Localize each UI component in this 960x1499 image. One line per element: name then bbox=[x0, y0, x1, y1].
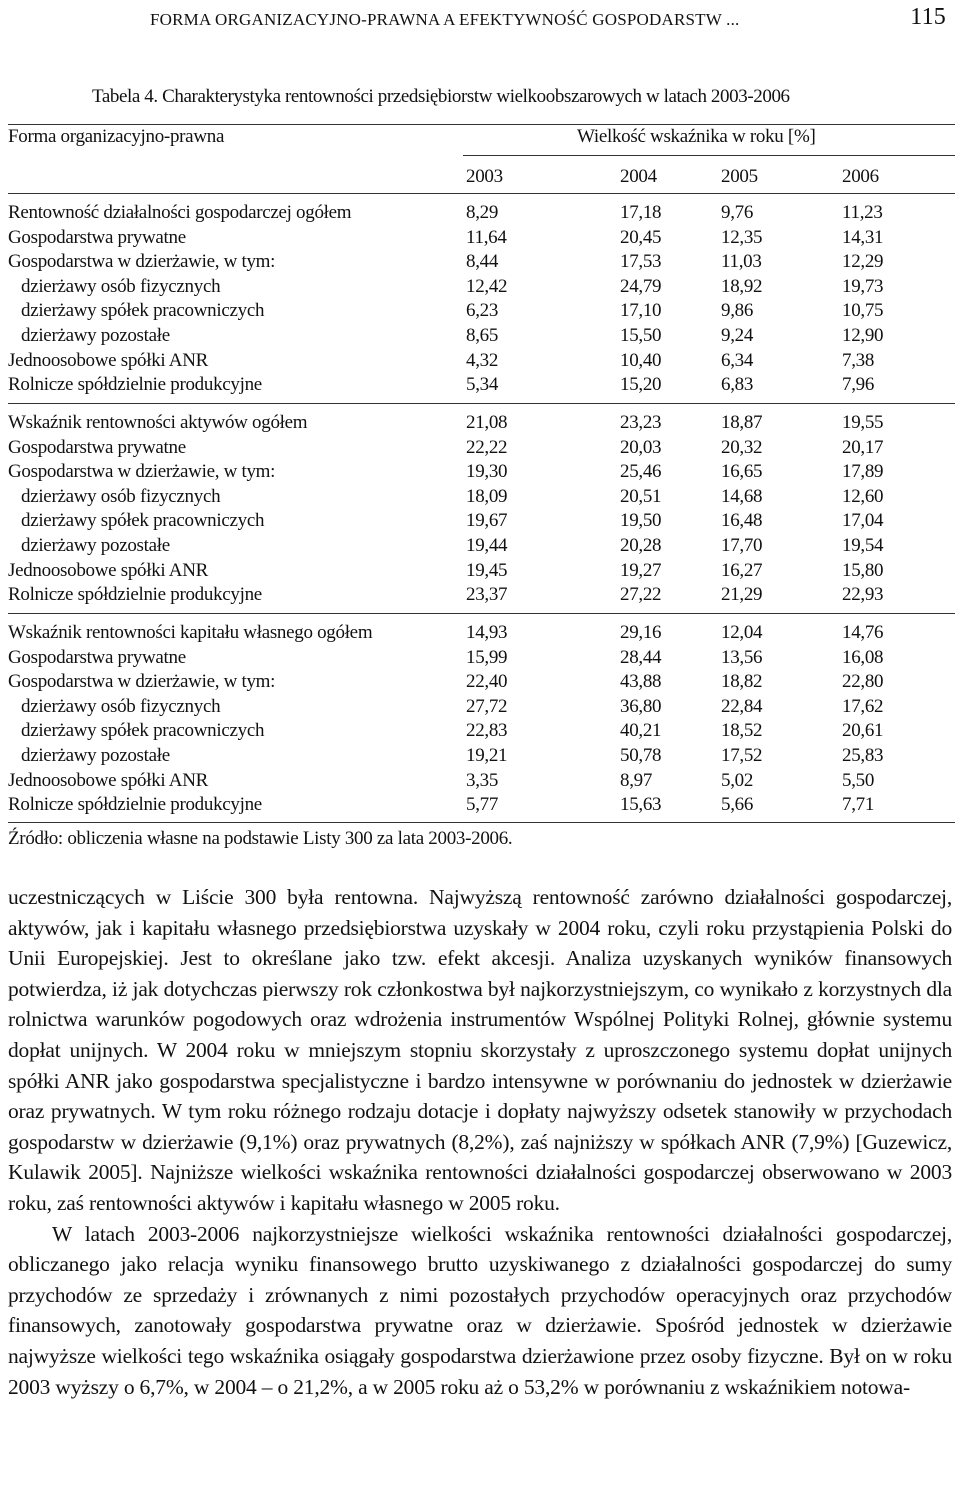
value-cell: 18,52 bbox=[721, 720, 763, 742]
value-cell: 19,44 bbox=[466, 534, 508, 556]
value-cell: 19,30 bbox=[466, 461, 508, 483]
value-cell: 22,84 bbox=[721, 695, 763, 717]
row-label: Jednoosobowe spółki ANR bbox=[8, 559, 208, 581]
value-cell: 22,22 bbox=[466, 436, 508, 458]
value-cell: 18,87 bbox=[721, 412, 763, 433]
table-section-dzialalnosc bbox=[8, 202, 955, 399]
value-cell: 15,63 bbox=[620, 794, 662, 816]
table-row bbox=[8, 412, 955, 437]
row-label: Jednoosobowe spółki ANR bbox=[8, 349, 208, 371]
value-cell: 50,78 bbox=[620, 744, 662, 766]
value-cell: 14,93 bbox=[466, 622, 508, 643]
row-label: dzierżawy osób fizycznych bbox=[21, 485, 221, 507]
value-cell: 12,42 bbox=[466, 275, 508, 297]
value-cell: 8,29 bbox=[466, 202, 499, 223]
value-cell: 18,82 bbox=[721, 671, 763, 693]
year-header: 2003 bbox=[466, 166, 503, 187]
table-row bbox=[8, 350, 955, 375]
table-row bbox=[8, 535, 955, 560]
value-cell: 19,45 bbox=[466, 559, 508, 581]
table-row bbox=[8, 251, 955, 276]
value-cell: 24,79 bbox=[620, 275, 662, 297]
value-cell: 7,96 bbox=[842, 374, 875, 396]
value-cell: 23,37 bbox=[466, 584, 508, 606]
row-label: Rolnicze spółdzielnie produkcyjne bbox=[8, 794, 262, 816]
value-cell: 12,90 bbox=[842, 324, 884, 346]
value-cell: 29,16 bbox=[620, 622, 662, 643]
row-label: dzierżawy osób fizycznych bbox=[21, 275, 221, 297]
value-cell: 17,53 bbox=[620, 251, 662, 273]
row-label: Gospodarstwa prywatne bbox=[8, 436, 186, 458]
value-cell: 25,46 bbox=[620, 461, 662, 483]
table-row bbox=[8, 794, 955, 819]
value-cell: 11,03 bbox=[721, 251, 762, 273]
row-label: Rolnicze spółdzielnie produkcyjne bbox=[8, 374, 262, 396]
row-label: Gospodarstwa prywatne bbox=[8, 226, 186, 248]
value-cell: 9,86 bbox=[721, 300, 754, 322]
value-cell: 16,08 bbox=[842, 646, 884, 668]
value-cell: 27,22 bbox=[620, 584, 662, 606]
row-header-label: Forma organizacyjno-prawna bbox=[8, 126, 225, 147]
table-row bbox=[8, 584, 955, 609]
value-cell: 6,83 bbox=[721, 374, 754, 396]
value-cell: 40,21 bbox=[620, 720, 662, 742]
value-cell: 25,83 bbox=[842, 744, 884, 766]
value-cell: 36,80 bbox=[620, 695, 662, 717]
section-divider bbox=[8, 403, 955, 404]
value-cell: 19,21 bbox=[466, 744, 508, 766]
row-label: Gospodarstwa w dzierżawie, w tym: bbox=[8, 461, 276, 483]
table-row bbox=[8, 671, 955, 696]
table-header-row bbox=[8, 124, 955, 154]
row-label: Gospodarstwa w dzierżawie, w tym: bbox=[8, 251, 276, 273]
row-label: Rolnicze spółdzielnie produkcyjne bbox=[8, 584, 262, 606]
value-cell: 13,56 bbox=[721, 646, 763, 668]
table-row bbox=[8, 770, 955, 795]
value-cell: 22,83 bbox=[466, 720, 508, 742]
unit-header-label: Wielkość wskaźnika w roku [%] bbox=[577, 126, 816, 147]
value-cell: 17,04 bbox=[842, 510, 884, 532]
value-cell: 9,24 bbox=[721, 324, 754, 346]
value-cell: 21,08 bbox=[466, 412, 508, 433]
table-source-note: Źródło: obliczenia własne na podstawie Listy 300 za lata 2003-2006. bbox=[8, 828, 513, 849]
body-paragraph: W latach 2003-2006 najkorzystniejsze wielkości wskaźnika rentowności działalności gospodarczej, obliczanego jako relacja wyniku finansowego brutto uzyskiwanego z działalności gospodarczej do sumy przychodów ze sprzedaży i zrównanych z nimi pozostałych przychodów operacyjnych oraz przychodów finansowych, zanotowały gospodarstwa prywatne oraz w dzierżawie. Spośród jednostek w dzierżawie najwyższe wielkości tego wskaźnika osiągały gospodarstwa dzierżawione przez osoby fizyczne. Był on w roku 2003 wyższy o 6,7%, w 2004 – o 21,2%, a w 2005 roku aż o 53,2% w porównaniu z wskaźnikiem notowa- bbox=[8, 1221, 952, 1399]
body-text bbox=[8, 882, 952, 1402]
value-cell: 14,31 bbox=[842, 226, 884, 248]
table-row bbox=[8, 202, 955, 227]
value-cell: 5,02 bbox=[721, 769, 754, 791]
header-sub-rule bbox=[463, 155, 955, 156]
row-label: dzierżawy spółek pracowniczych bbox=[21, 300, 265, 322]
value-cell: 20,51 bbox=[620, 485, 662, 507]
value-cell: 17,89 bbox=[842, 461, 884, 483]
value-cell: 19,54 bbox=[842, 534, 884, 556]
value-cell: 15,20 bbox=[620, 374, 662, 396]
value-cell: 5,50 bbox=[842, 769, 875, 791]
table-row bbox=[8, 720, 955, 745]
value-cell: 10,40 bbox=[620, 349, 662, 371]
value-cell: 17,10 bbox=[620, 300, 662, 322]
table-row bbox=[8, 325, 955, 350]
table-row bbox=[8, 696, 955, 721]
table-bottom-rule bbox=[8, 822, 955, 823]
value-cell: 8,65 bbox=[466, 324, 499, 346]
value-cell: 19,50 bbox=[620, 510, 662, 532]
table-row bbox=[8, 745, 955, 770]
value-cell: 8,44 bbox=[466, 251, 499, 273]
value-cell: 15,50 bbox=[620, 324, 662, 346]
value-cell: 21,29 bbox=[721, 584, 763, 606]
value-cell: 22,80 bbox=[842, 671, 884, 693]
table-row bbox=[8, 622, 955, 647]
value-cell: 10,75 bbox=[842, 300, 884, 322]
row-label: Jednoosobowe spółki ANR bbox=[8, 769, 208, 791]
value-cell: 17,62 bbox=[842, 695, 884, 717]
year-header: 2004 bbox=[620, 166, 657, 187]
value-cell: 12,29 bbox=[842, 251, 884, 273]
value-cell: 18,09 bbox=[466, 485, 508, 507]
page-number: 115 bbox=[910, 4, 946, 30]
value-cell: 12,04 bbox=[721, 622, 763, 643]
value-cell: 27,72 bbox=[466, 695, 508, 717]
value-cell: 7,71 bbox=[842, 794, 875, 816]
row-label: Wskaźnik rentowności kapitału własnego ogółem bbox=[8, 622, 373, 643]
row-label: Rentowność działalności gospodarczej ogółem bbox=[8, 202, 352, 223]
table-row bbox=[8, 227, 955, 252]
value-cell: 4,32 bbox=[466, 349, 499, 371]
value-cell: 12,35 bbox=[721, 226, 763, 248]
year-header: 2006 bbox=[842, 166, 879, 187]
value-cell: 8,97 bbox=[620, 769, 653, 791]
value-cell: 17,70 bbox=[721, 534, 763, 556]
row-label: dzierżawy osób fizycznych bbox=[21, 695, 221, 717]
header-bottom-rule bbox=[8, 193, 955, 194]
value-cell: 12,60 bbox=[842, 485, 884, 507]
value-cell: 11,23 bbox=[842, 202, 883, 223]
running-title: FORMA ORGANIZACYJNO-PRAWNA A EFEKTYWNOŚĆ GOSPODARSTW ... bbox=[150, 10, 740, 29]
row-label: dzierżawy pozostałe bbox=[21, 324, 170, 346]
value-cell: 7,38 bbox=[842, 349, 875, 371]
value-cell: 5,66 bbox=[721, 794, 754, 816]
value-cell: 20,61 bbox=[842, 720, 884, 742]
value-cell: 11,64 bbox=[466, 226, 507, 248]
table-row bbox=[8, 437, 955, 462]
table-section-kapital bbox=[8, 622, 955, 819]
value-cell: 6,23 bbox=[466, 300, 499, 322]
value-cell: 16,65 bbox=[721, 461, 763, 483]
table-row bbox=[8, 300, 955, 325]
value-cell: 22,93 bbox=[842, 584, 884, 606]
table-row bbox=[8, 276, 955, 301]
table-row bbox=[8, 647, 955, 672]
value-cell: 9,76 bbox=[721, 202, 754, 223]
table-row bbox=[8, 374, 955, 399]
row-label: dzierżawy spółek pracowniczych bbox=[21, 510, 265, 532]
value-cell: 19,27 bbox=[620, 559, 662, 581]
value-cell: 20,17 bbox=[842, 436, 884, 458]
value-cell: 19,67 bbox=[466, 510, 508, 532]
section-divider bbox=[8, 613, 955, 614]
value-cell: 17,18 bbox=[620, 202, 662, 223]
value-cell: 19,73 bbox=[842, 275, 884, 297]
value-cell: 6,34 bbox=[721, 349, 754, 371]
value-cell: 5,34 bbox=[466, 374, 499, 396]
body-paragraph: uczestniczących w Liście 300 była rentowna. Najwyższą rentowność zarówno działalności gospodarczej, aktywów, jak i kapitału własnego przedsiębiorstwa uzyskały w 2004 roku, czyli roku przystąpienia Polski do Unii Europejskiej. Jest to określane jako tzw. efekt akcesji. Analiza uzyskanych wyników finansowych potwierdza, iż jak dotychczas pierwszy rok członkostwa był najkorzystniejszym, co wynikało z korzystnych dla rolnictwa warunków pogodowych oraz wdrożenia instrumentów Wspólnej Polityki Rolnej, głównie systemu dopłat unijnych. W 2004 roku w mniejszym stopniu skorzystały z uproszczonego systemu dopłat unijnych spółki ANR jako gospodarstwa specjalistyczne i bardzo intensywne w porównaniu do jednostek w dzierżawie oraz prywatnych. W tym roku różnego rodzaju dotacje i dopłaty najwyższy odsetek stanowiły w przychodach gospodarstw w dzierżawie (9,1%) oraz prywatnych (8,2%), zaś najniższy w spółkach ANR (7,9%) [Guzewicz, Kulawik 2005]. Najniższe wielkości wskaźnika rentowności działalności gospodarczej obserwowano w 2003 roku, zaś rentowności aktywów i kapitału własnego w 2005 roku. bbox=[8, 885, 952, 1215]
page-header bbox=[150, 4, 950, 34]
value-cell: 3,35 bbox=[466, 769, 499, 791]
value-cell: 18,92 bbox=[721, 275, 763, 297]
table-row bbox=[8, 461, 955, 486]
row-label: dzierżawy spółek pracowniczych bbox=[21, 720, 265, 742]
value-cell: 14,76 bbox=[842, 622, 884, 643]
value-cell: 17,52 bbox=[721, 744, 763, 766]
row-label: dzierżawy pozostałe bbox=[21, 534, 170, 556]
value-cell: 43,88 bbox=[620, 671, 662, 693]
row-label: Wskaźnik rentowności aktywów ogółem bbox=[8, 412, 308, 433]
table-section-aktywa bbox=[8, 412, 955, 609]
value-cell: 20,32 bbox=[721, 436, 763, 458]
years-header-row bbox=[8, 166, 955, 190]
value-cell: 20,03 bbox=[620, 436, 662, 458]
value-cell: 22,40 bbox=[466, 671, 508, 693]
table-row bbox=[8, 560, 955, 585]
year-header: 2005 bbox=[721, 166, 758, 187]
value-cell: 5,77 bbox=[466, 794, 499, 816]
value-cell: 14,68 bbox=[721, 485, 763, 507]
value-cell: 28,44 bbox=[620, 646, 662, 668]
row-label: Gospodarstwa w dzierżawie, w tym: bbox=[8, 671, 276, 693]
value-cell: 23,23 bbox=[620, 412, 662, 433]
value-cell: 20,45 bbox=[620, 226, 662, 248]
value-cell: 20,28 bbox=[620, 534, 662, 556]
row-label: dzierżawy pozostałe bbox=[21, 744, 170, 766]
table-caption: Tabela 4. Charakterystyka rentowności przedsiębiorstw wielkoobszarowych w latach 2003-2006 bbox=[92, 86, 790, 107]
value-cell: 15,99 bbox=[466, 646, 508, 668]
value-cell: 16,27 bbox=[721, 559, 763, 581]
value-cell: 16,48 bbox=[721, 510, 763, 532]
table-row bbox=[8, 510, 955, 535]
value-cell: 15,80 bbox=[842, 559, 884, 581]
row-label: Gospodarstwa prywatne bbox=[8, 646, 186, 668]
table-row bbox=[8, 486, 955, 511]
value-cell: 19,55 bbox=[842, 412, 884, 433]
